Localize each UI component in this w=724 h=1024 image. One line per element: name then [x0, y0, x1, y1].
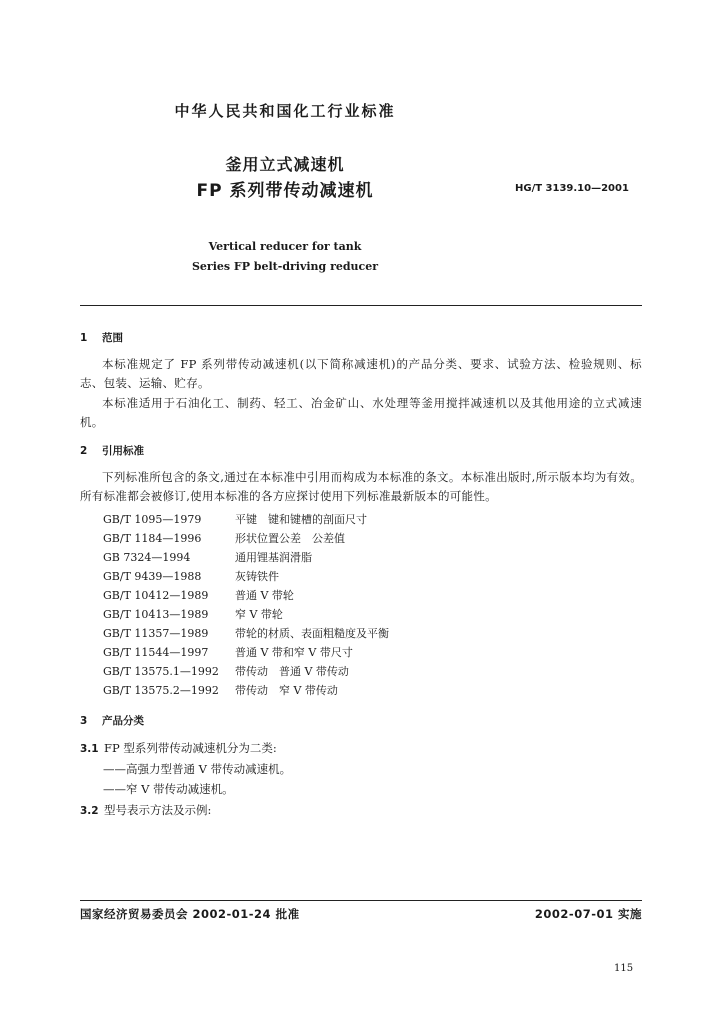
reference-name: 带轮的材质、表面粗糙度及平衡: [235, 627, 389, 640]
reference-code: GB/T 13575.2—1992: [103, 684, 219, 697]
reference-name: 带传动 窄 V 带传动: [235, 684, 338, 697]
subsection-number: 3.2: [80, 805, 99, 817]
reference-item: [103, 682, 338, 698]
reference-item: [103, 625, 389, 641]
reference-item: [103, 644, 353, 660]
standard-header: 中华人民共和国化工行业标准: [174, 102, 396, 120]
reference-name: 普通 V 带轮: [235, 589, 294, 602]
dash-item: ——高强力型普通 V 带传动减速机。: [103, 762, 292, 776]
title-cn-line-1: 釜用立式减速机: [225, 155, 345, 174]
section-number: 2: [80, 445, 88, 457]
reference-code: GB/T 11357—1989: [103, 627, 209, 640]
reference-code: GB/T 10413—1989: [103, 608, 209, 621]
reference-code: GB/T 1184—1996: [103, 532, 202, 545]
section-3-heading: [80, 713, 144, 728]
effective-date: 2002-07-01 实施: [534, 907, 642, 921]
subsection-3-1: [80, 740, 277, 756]
reference-item: [103, 587, 294, 603]
section-number: 1: [80, 332, 88, 344]
reference-item: [103, 568, 279, 584]
reference-item: [103, 511, 367, 527]
reference-code: GB/T 13575.1—1992: [103, 665, 219, 678]
reference-name: 通用锂基润滑脂: [235, 551, 312, 564]
title-cn-line-2: FP 系列带传动减速机: [196, 181, 374, 201]
reference-code: GB 7324—1994: [103, 551, 191, 564]
reference-code: GB/T 10412—1989: [103, 589, 209, 602]
title-en-line-2: Series FP belt-driving reducer: [191, 260, 379, 273]
section-1-heading: [80, 330, 123, 345]
reference-name: 灰铸铁件: [235, 570, 279, 583]
reference-code: GB/T 11544—1997: [103, 646, 209, 659]
reference-name: 平键 键和键槽的剖面尺寸: [235, 513, 367, 526]
section-2-heading: [80, 443, 144, 458]
title-en-line-1: Vertical reducer for tank: [208, 240, 362, 253]
section-2-intro: 下列标准所包含的条文,通过在本标准中引用而构成为本标准的条文。本标准出版时,所示版本均为有效。所有标准都会被修订,使用本标准的各方应探讨使用下列标准最新版本的可能性。: [80, 470, 642, 503]
section-1-paragraph-2: 本标准适用于石油化工、制药、轻工、冶金矿山、水处理等釜用搅拌减速机以及其他用途的立式减速机。: [80, 396, 642, 429]
section-title: 引用标准: [102, 445, 144, 457]
standard-code: HG/T 3139.10—2001: [515, 183, 629, 194]
section-number: 3: [80, 715, 88, 727]
header-divider: [80, 305, 642, 306]
reference-item: [103, 549, 312, 565]
subsection-number: 3.1: [80, 743, 99, 755]
page-number: 115: [614, 963, 634, 974]
section-title: 产品分类: [102, 715, 144, 727]
reference-item: [103, 663, 349, 679]
section-1-paragraph-1: 本标准规定了 FP 系列带传动减速机(以下简称减速机)的产品分类、要求、试验方法、检验规则、标志、包装、运输、贮存。: [80, 357, 642, 390]
approval-date: 国家经济贸易委员会 2002-01-24 批准: [80, 907, 300, 921]
subsection-3-2: [80, 802, 211, 818]
reference-item: [103, 606, 283, 622]
reference-name: 普通 V 带和窄 V 带尺寸: [235, 646, 353, 659]
footer-divider: [80, 900, 642, 901]
subsection-text: FP 型系列带传动减速机分为二类:: [104, 741, 277, 755]
reference-name: 带传动 普通 V 带传动: [235, 665, 349, 678]
subsection-text: 型号表示方法及示例:: [104, 803, 212, 817]
dash-item: ——窄 V 带传动减速机。: [103, 782, 234, 796]
reference-item: [103, 530, 345, 546]
reference-name: 形状位置公差 公差值: [235, 532, 345, 545]
reference-name: 窄 V 带轮: [235, 608, 283, 621]
section-title: 范围: [102, 332, 123, 344]
reference-code: GB/T 1095—1979: [103, 513, 202, 526]
reference-code: GB/T 9439—1988: [103, 570, 202, 583]
